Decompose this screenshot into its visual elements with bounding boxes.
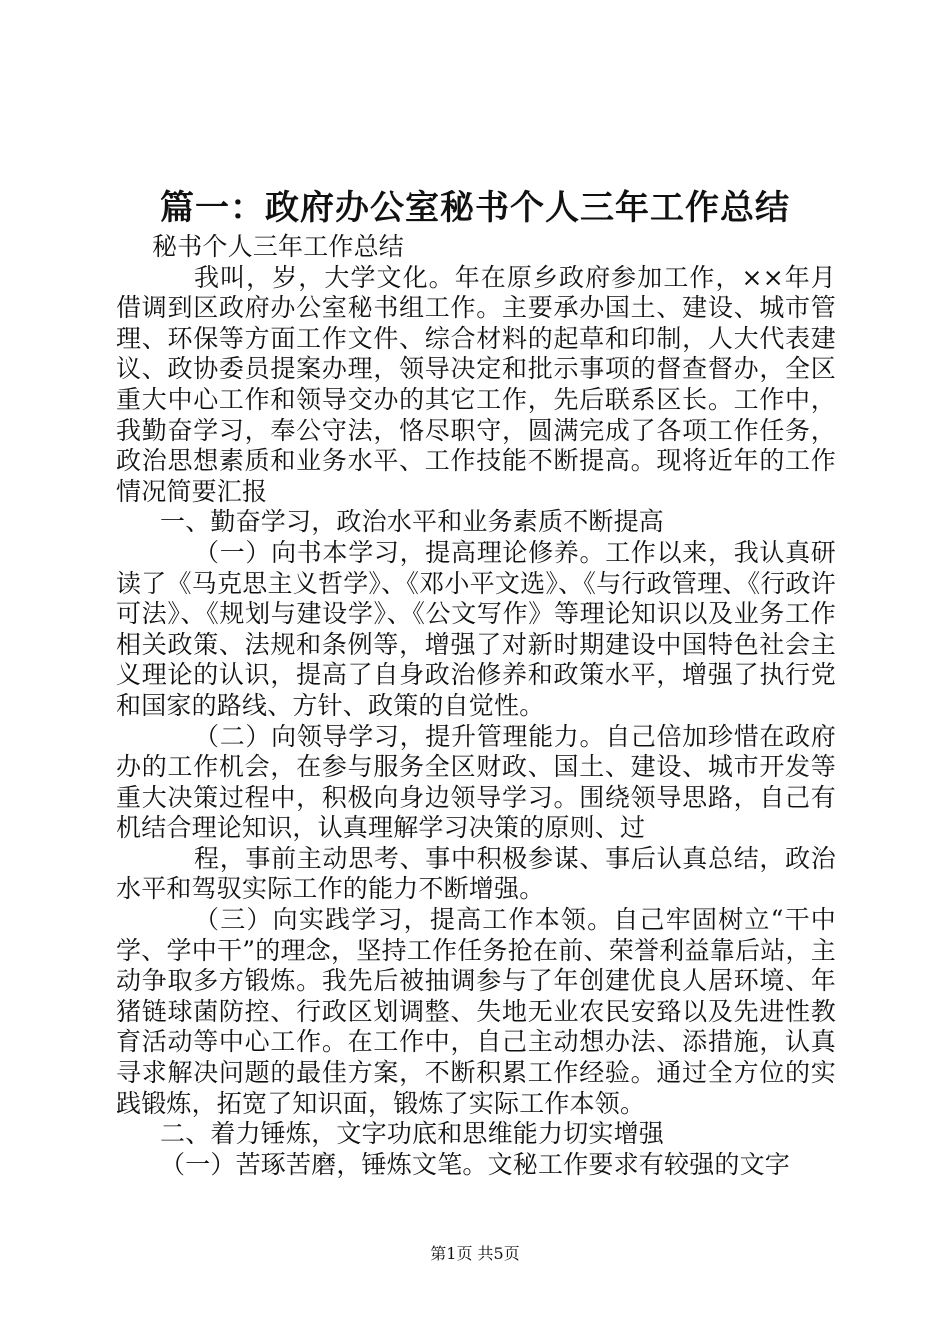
page-number-footer: 第1页 共5页 xyxy=(430,1244,520,1263)
document-title: 篇一：政府办公室秘书个人三年工作总结 xyxy=(160,188,790,228)
intro-paragraph: 我叫，岁，大学文化。年在原乡政府参加工作，××年月借调到区政府办公室秘书组工作。主要承办国土、建设、城市管理、环保等方面工作文件、综合材料的起草和印制，人大代表建议、政协委员提案办理，领导决定和批示事项的督查督办，全区重大中心工作和领导交办的其它工作，先后联系区长。工作中，我勤奋学习，奉公守法，恪尽职守，圆满完成了各项工作任务，政治思想素质和业务水平、工作技能不断提高。现将近年的工作情况简要汇报 xyxy=(116,262,836,506)
section-heading-2: 二、着力锤炼，文字功底和思维能力切实增强 xyxy=(160,1119,665,1149)
body-paragraph: （一）向书本学习，提高理论修养。工作以来，我认真研读了《马克思主义哲学》、《邓小平文选》、《与行政管理、《行政许可法》、《规划与建设学》、《公文写作》等理论知识以及业务工作相关政策、法规和条例等，增强了对新时期建设中国特色社会主义理论的认识，提高了自身政治修养和政策水平，增强了执行党和国家的路线、方针、政策的自觉性。 xyxy=(116,537,836,720)
body-paragraph: （三）向实践学习，提高工作本领。自己牢固树立“干中学、学中干”的理念，坚持工作任务抢在前、荣誉利益靠后站，主动争取多方锻炼。我先后被抽调参与了年创建优良人居环境、年猪链球菌防控、行政区划调整、失地无业农民安臵以及先进性教育活动等中心工作。在工作中，自己主动想办法、添措施，认真寻求解决问题的最佳方案，不断积累工作经验。通过全方位的实践锻炼，拓宽了知识面，锻炼了实际工作本领。 xyxy=(116,905,836,1118)
subtitle-paragraph: 秘书个人三年工作总结 xyxy=(152,232,405,261)
body-paragraph: （一）苦琢苦磨，锤炼文笔。文秘工作要求有较强的文字 xyxy=(160,1149,791,1179)
body-paragraph: 程，事前主动思考、事中积极参谋、事后认真总结，政治水平和驾驭实际工作的能力不断增强。 xyxy=(116,843,836,904)
body-paragraph: （二）向领导学习，提升管理能力。自己倍加珍惜在政府办的工作机会，在参与服务全区财政、国土、建设、城市开发等重大决策过程中，积极向身边领导学习。围绕领导思路，自己有机结合理论知识，认真理解学习决策的原则、过 xyxy=(116,721,836,843)
document-body xyxy=(116,232,836,1180)
section-heading-1: 一、勤奋学习，政治水平和业务素质不断提高 xyxy=(160,507,665,537)
